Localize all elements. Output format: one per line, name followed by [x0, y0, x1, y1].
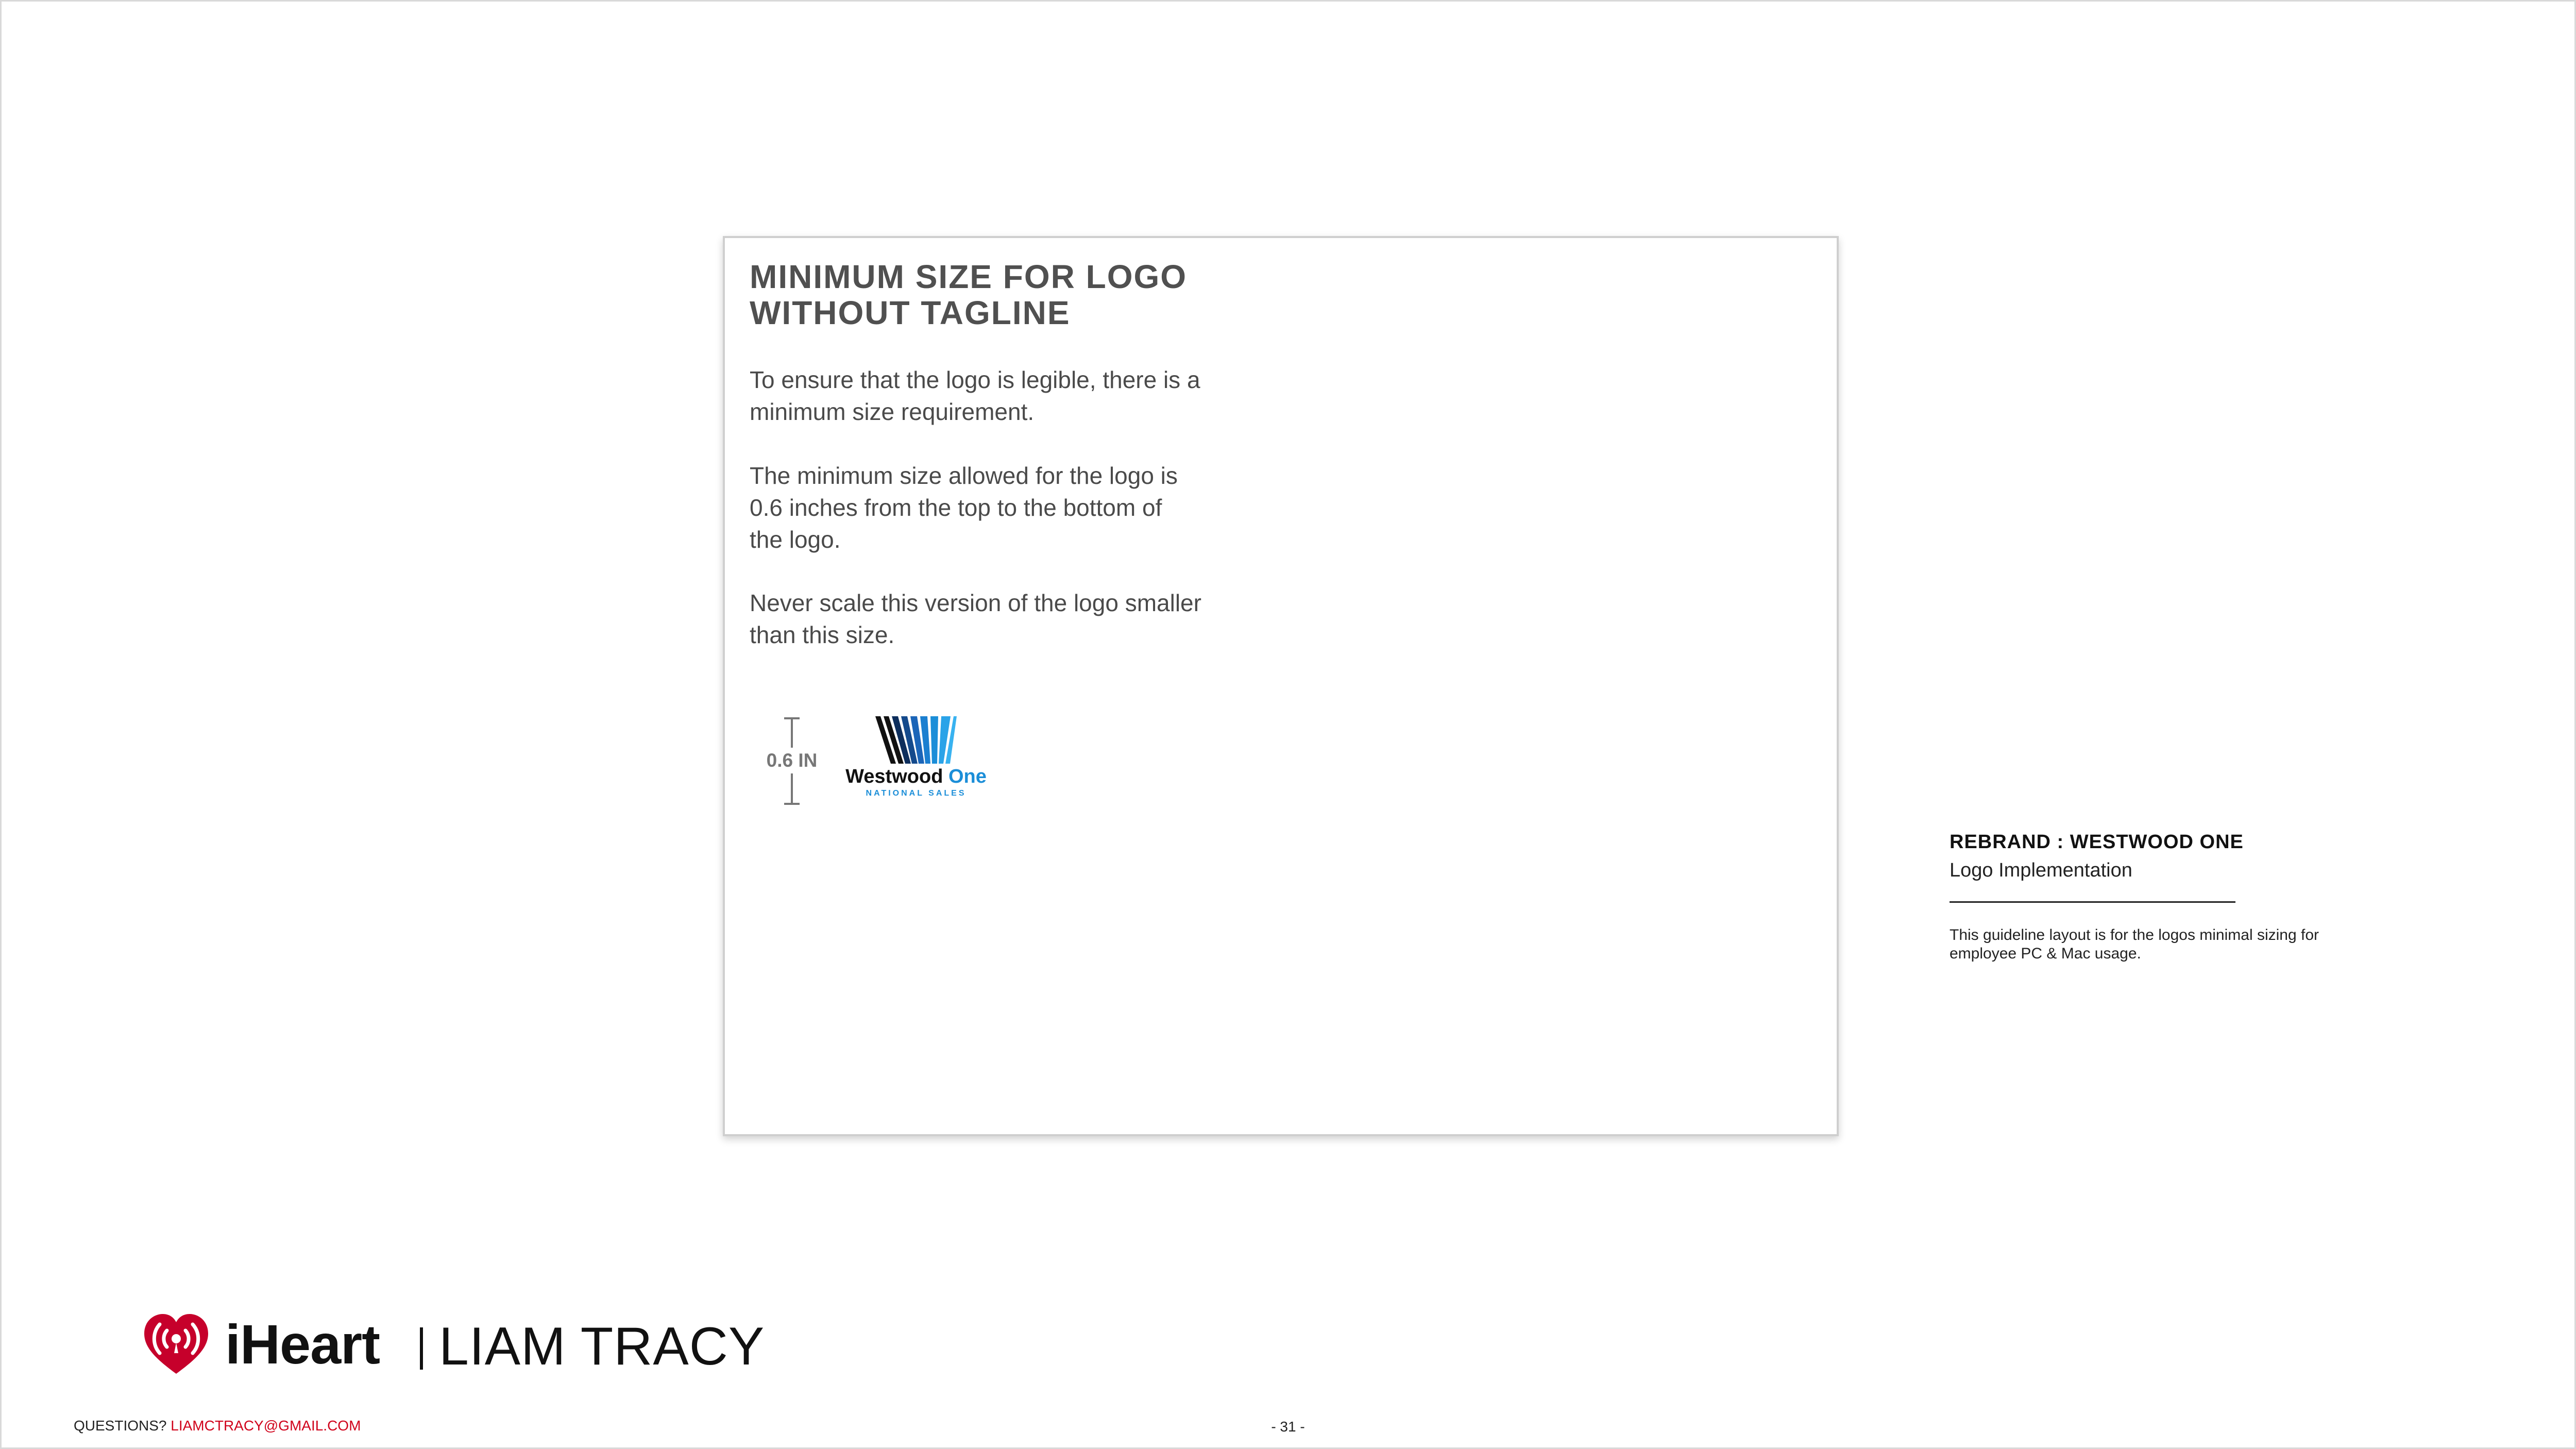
para1-line-1: To ensure that the logo is legible, there is a [750, 366, 1200, 393]
guideline-card [723, 236, 1839, 1136]
brand-separator [420, 1327, 423, 1370]
questions-label: QUESTIONS? [74, 1418, 167, 1434]
iheart-wordmark: iHeart [225, 1313, 380, 1375]
para2-line-3: the logo. [750, 526, 841, 553]
sidebar-note-line-1: This guideline layout is for the logos minimal sizing for [1950, 926, 2319, 943]
minimum-size-paragraph [750, 460, 1291, 555]
scale-warning-paragraph [750, 587, 1291, 651]
para3-line-2: than this size. [750, 621, 895, 648]
card-title-line-2: WITHOUT TAGLINE [750, 294, 1071, 331]
footer-questions [74, 1417, 361, 1435]
sidebar-divider [1950, 901, 2235, 903]
card-title [750, 259, 1316, 331]
logo-wordmark [841, 766, 991, 787]
para1-line-2: minimum size requirement. [750, 398, 1035, 425]
sidebar-heading: REBRAND : WESTWOOD ONE [1950, 831, 2244, 853]
logo-name-one: One [948, 766, 987, 787]
measure-label: 0.6 IN [758, 748, 825, 773]
sidebar-note [1950, 926, 2439, 963]
page-number: - 31 - [1271, 1419, 1305, 1435]
size-measurement-indicator [758, 717, 825, 805]
para2-line-2: 0.6 inches from the top to the bottom of [750, 494, 1162, 521]
iheart-brand-lockup [135, 1308, 805, 1380]
brand-person-name: LIAM TRACY [439, 1317, 765, 1376]
para2-line-1: The minimum size allowed for the logo is [750, 462, 1178, 489]
para3-line-1: Never scale this version of the logo smaller [750, 589, 1201, 616]
card-title-line-1: MINIMUM SIZE FOR LOGO [750, 258, 1188, 295]
iheart-logo-icon [135, 1310, 217, 1377]
logo-subtitle: NATIONAL SALES [866, 789, 967, 798]
sidebar-subheading: Logo Implementation [1950, 860, 2132, 881]
logo-name-westwood: Westwood [845, 766, 943, 787]
legibility-paragraph [750, 364, 1291, 428]
sidebar-note-line-2: employee PC & Mac usage. [1950, 945, 2141, 962]
westwood-one-logo [841, 715, 991, 806]
contact-email-link[interactable]: LIAMCTRACY@GMAIL.COM [171, 1418, 361, 1434]
westwood-one-wave-icon [841, 715, 991, 767]
